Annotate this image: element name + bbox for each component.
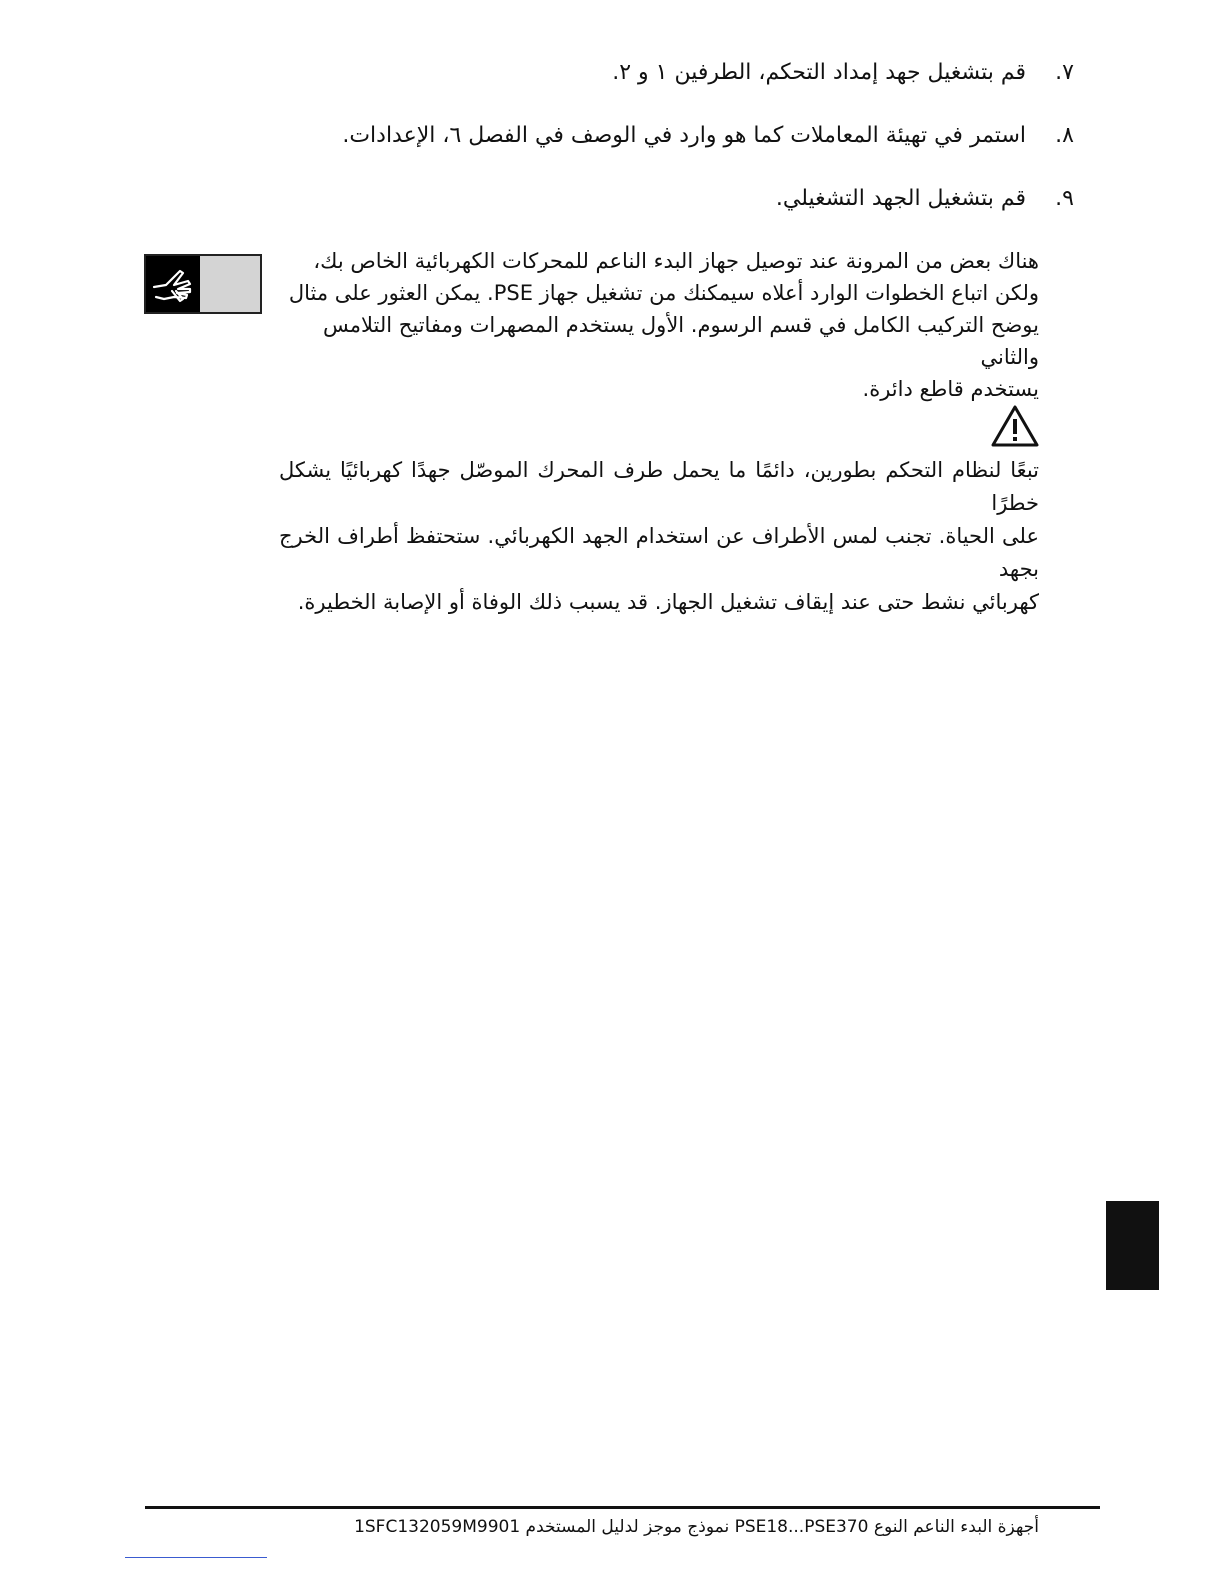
footer-text: أجهزة البدء الناعم النوع PSE18...PSE370 نموذج موجز لدليل المستخدم 1SFC132059M9901: [354, 1517, 1039, 1537]
note-icon-box: [144, 254, 262, 314]
hand-pointing-icon: [146, 256, 200, 312]
note-line: يوضح التركيب الكامل في قسم الرسوم. الأول يستخدم المصهرات ومفاتيح التلامس والثاني: [323, 313, 1039, 369]
warning-line: تبعًا لنظام التحكم بطورين، دائمًا ما يحمل طرف المحرك الموصّل جهدًا كهربائيًا يشكل خطرًا: [279, 458, 1039, 515]
step-text: قم بتشغيل جهد إمداد التحكم، الطرفين ١ و ٢.: [612, 60, 1026, 85]
footer-divider: [145, 1506, 1100, 1509]
step-number: ٩.: [1055, 186, 1074, 211]
warning-paragraph: [279, 454, 1039, 619]
note-line: هناك بعض من المرونة عند توصيل جهاز البدء الناعم للمحركات الكهربائية الخاص بك،: [313, 249, 1039, 273]
warning-triangle-icon: [990, 404, 1040, 448]
note-line: ولكن اتباع الخطوات الوارد أعلاه سيمكنك من تشغيل جهاز PSE. يمكن العثور على مثال: [288, 281, 1039, 305]
step-number: ٨.: [1055, 123, 1074, 148]
note-paragraph: [279, 245, 1039, 405]
step-8: [144, 121, 1074, 151]
warning-line: كهربائي نشط حتى عند إيقاف تشغيل الجهاز. قد يسبب ذلك الوفاة أو الإصابة الخطيرة.: [297, 590, 1039, 614]
chapter-tab: [1106, 1201, 1159, 1290]
note-line: يستخدم قاطع دائرة.: [862, 377, 1039, 401]
step-7: [144, 58, 1074, 88]
link-underline: [125, 1557, 267, 1558]
warning-line: على الحياة. تجنب لمس الأطراف عن استخدام الجهد الكهربائي. ستحتفظ أطراف الخرج بجهد: [279, 524, 1039, 581]
step-number: ٧.: [1055, 60, 1074, 85]
step-text: استمر في تهيئة المعاملات كما هو وارد في الوصف في الفصل ٦، الإعدادات.: [342, 123, 1026, 148]
step-text: قم بتشغيل الجهد التشغيلي.: [775, 186, 1026, 211]
step-9: [144, 184, 1074, 214]
